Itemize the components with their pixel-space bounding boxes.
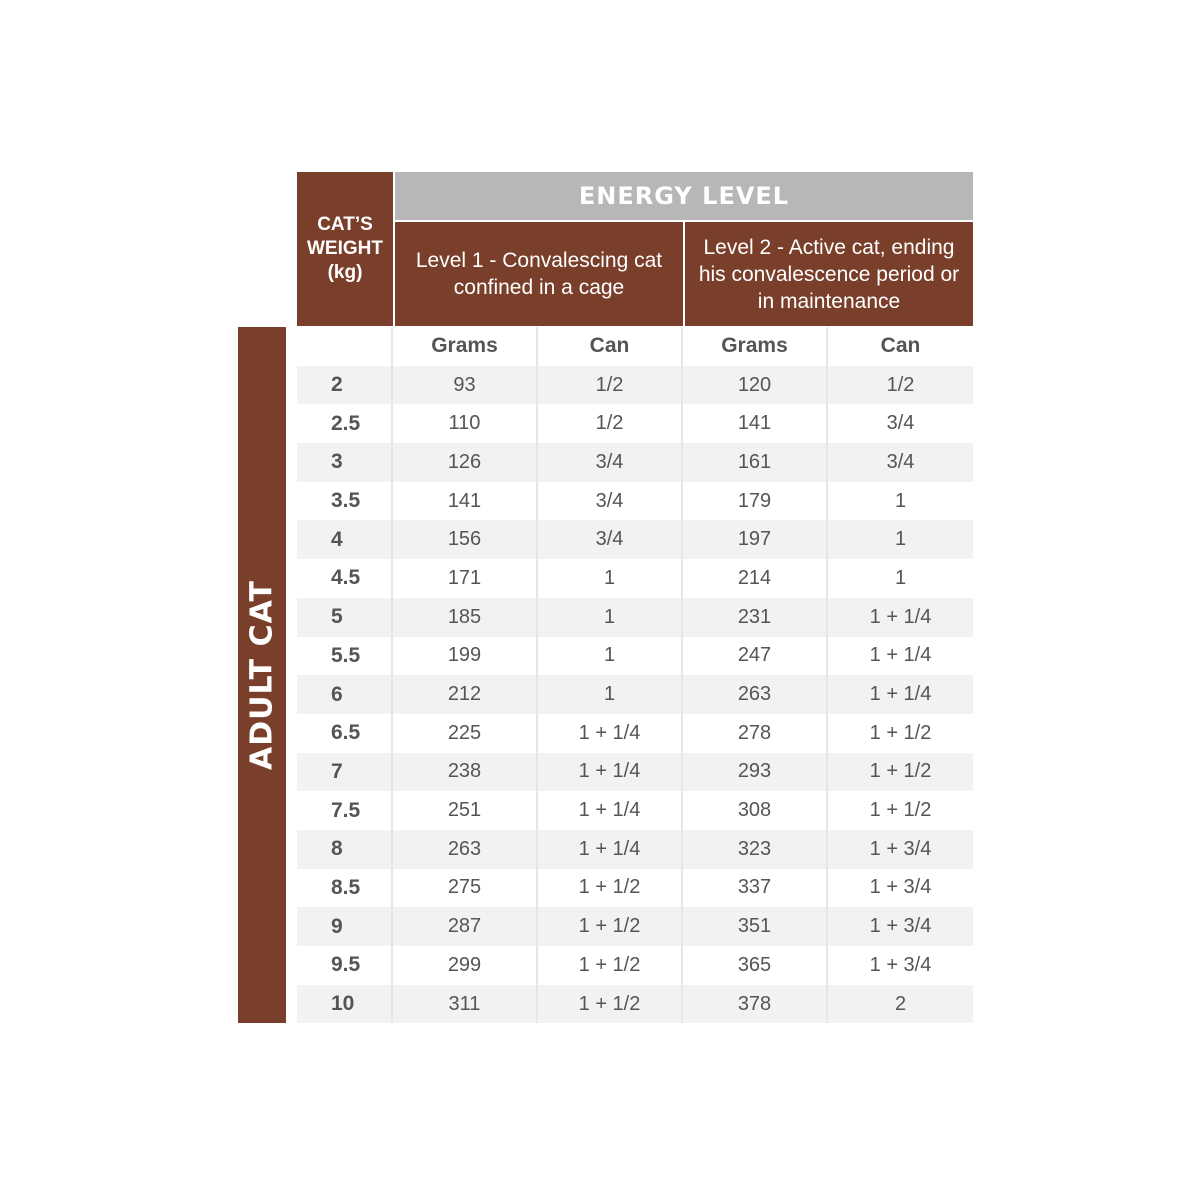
subheader-can-level1: Can (538, 327, 683, 366)
table-row (297, 753, 973, 792)
weight-cell: 3.5 (297, 482, 393, 521)
table-row (297, 714, 973, 753)
grams-level1-cell: 287 (393, 907, 538, 946)
grams-level2-cell: 293 (683, 753, 828, 792)
table-row (297, 907, 973, 946)
header-cat-weight: CAT’S WEIGHT (kg) (297, 172, 393, 326)
grams-level2-cell: 351 (683, 907, 828, 946)
can-level1-cell: 1 (538, 637, 683, 676)
table-row (297, 482, 973, 521)
can-level1-cell: 1 + 1/2 (538, 907, 683, 946)
can-level2-cell: 1 + 1/2 (869, 721, 932, 744)
grams-level2-cell: 231 (683, 598, 828, 637)
grams-level1-cell: 225 (393, 714, 538, 753)
side-label-adult-cat (238, 327, 286, 1023)
weight-cell: 4.5 (297, 559, 393, 598)
table-row (297, 559, 973, 598)
weight-cell: 7 (297, 753, 393, 792)
grams-level1-cell: 311 (393, 985, 538, 1024)
weight-cell: 10 (297, 985, 393, 1024)
side-label-text: ADULT CAT (244, 580, 280, 770)
weight-cell: 8 (297, 830, 393, 869)
header-level-1: Level 1 - Convalescing cat confined in a cage (395, 222, 683, 326)
grams-level1-cell: 126 (393, 443, 538, 482)
grams-level2-cell: 365 (683, 946, 828, 985)
can-level1-cell: 1 (538, 675, 683, 714)
grams-level2-cell: 214 (683, 559, 828, 598)
can-level1-cell: 1 + 1/2 (538, 985, 683, 1024)
table-row (297, 869, 973, 908)
grams-level2-cell: 141 (683, 404, 828, 443)
weight-cell: 6 (297, 675, 393, 714)
can-level2-cell: 1 + 1/4 (869, 605, 932, 628)
can-level1-cell: 1 + 1/4 (538, 753, 683, 792)
table-row (297, 946, 973, 985)
can-level2-cell: 1 + 3/4 (869, 915, 932, 938)
grams-level1-cell: 275 (393, 869, 538, 908)
table-row (297, 830, 973, 869)
grams-level1-cell: 299 (393, 946, 538, 985)
grams-level2-cell: 197 (683, 520, 828, 559)
grams-level1-cell: 171 (393, 559, 538, 598)
can-level1-cell: 3/4 (538, 520, 683, 559)
can-level1-cell: 1 + 1/2 (538, 869, 683, 908)
grams-level2-cell: 120 (683, 366, 828, 405)
can-level2-cell: 1 + 3/4 (869, 876, 932, 899)
can-level1-cell: 1/2 (538, 366, 683, 405)
table-row (297, 598, 973, 637)
grams-level2-cell: 378 (683, 985, 828, 1024)
subheader-grams-level1: Grams (393, 327, 538, 366)
grams-level1-cell: 141 (393, 482, 538, 521)
grams-level2-cell: 263 (683, 675, 828, 714)
table-row (297, 443, 973, 482)
weight-cell: 8.5 (297, 869, 393, 908)
can-level2-cell: 1 (894, 489, 907, 512)
can-level1-cell: 3/4 (538, 482, 683, 521)
weight-cell: 3 (297, 443, 393, 482)
can-level2-cell: 3/4 (886, 450, 915, 473)
weight-cell: 2.5 (297, 404, 393, 443)
weight-cell: 2 (297, 366, 393, 405)
weight-cell: 6.5 (297, 714, 393, 753)
can-level1-cell: 1 (538, 598, 683, 637)
can-level2-cell: 1 (894, 528, 907, 551)
grams-level2-cell: 247 (683, 637, 828, 676)
can-level2-cell: 1 + 3/4 (869, 837, 932, 860)
grams-level1-cell: 156 (393, 520, 538, 559)
table-row (297, 404, 973, 443)
can-level1-cell: 1 + 1/4 (538, 791, 683, 830)
grams-level1-cell: 251 (393, 791, 538, 830)
grams-level1-cell: 110 (393, 404, 538, 443)
can-level2-cell: 3/4 (886, 412, 915, 435)
table-row (297, 366, 973, 405)
can-level1-cell: 1 + 1/2 (538, 946, 683, 985)
grams-level1-cell: 185 (393, 598, 538, 637)
grams-level1-cell: 212 (393, 675, 538, 714)
weight-cell: 7.5 (297, 791, 393, 830)
weight-cell: 9 (297, 907, 393, 946)
can-level2-cell: 1 + 1/4 (869, 683, 932, 706)
subheader-row (297, 327, 973, 366)
can-level1-cell: 3/4 (538, 443, 683, 482)
subheader-weight (297, 327, 393, 366)
can-level2-cell: 1/2 (886, 373, 915, 396)
can-level2-cell: 1 + 1/4 (869, 644, 932, 667)
grams-level1-cell: 263 (393, 830, 538, 869)
feeding-table (297, 327, 973, 1023)
can-level2-cell: 2 (894, 992, 907, 1015)
grams-level1-cell: 238 (393, 753, 538, 792)
table-row (297, 985, 973, 1024)
weight-cell: 5.5 (297, 637, 393, 676)
header-level-2: Level 2 - Active cat, ending his convalescence period or in maintenance (685, 222, 973, 326)
grams-level2-cell: 161 (683, 443, 828, 482)
can-level1-cell: 1 + 1/4 (538, 714, 683, 753)
subheader-grams-level2: Grams (683, 327, 828, 366)
subheader-can-level2: Can (880, 334, 921, 358)
table-row (297, 637, 973, 676)
can-level1-cell: 1 (538, 559, 683, 598)
can-level1-cell: 1 + 1/4 (538, 830, 683, 869)
grams-level2-cell: 323 (683, 830, 828, 869)
weight-cell: 9.5 (297, 946, 393, 985)
grams-level1-cell: 199 (393, 637, 538, 676)
grams-level2-cell: 308 (683, 791, 828, 830)
header-energy-level: ENERGY LEVEL (395, 172, 973, 220)
weight-cell: 5 (297, 598, 393, 637)
can-level2-cell: 1 + 1/2 (869, 799, 932, 822)
weight-cell: 4 (297, 520, 393, 559)
can-level2-cell: 1 + 3/4 (869, 953, 932, 976)
table-row (297, 520, 973, 559)
can-level1-cell: 1/2 (538, 404, 683, 443)
can-level2-cell: 1 (894, 566, 907, 589)
grams-level1-cell: 93 (393, 366, 538, 405)
table-row (297, 675, 973, 714)
table-row (297, 791, 973, 830)
grams-level2-cell: 337 (683, 869, 828, 908)
can-level2-cell: 1 + 1/2 (869, 760, 932, 783)
grams-level2-cell: 278 (683, 714, 828, 753)
grams-level2-cell: 179 (683, 482, 828, 521)
